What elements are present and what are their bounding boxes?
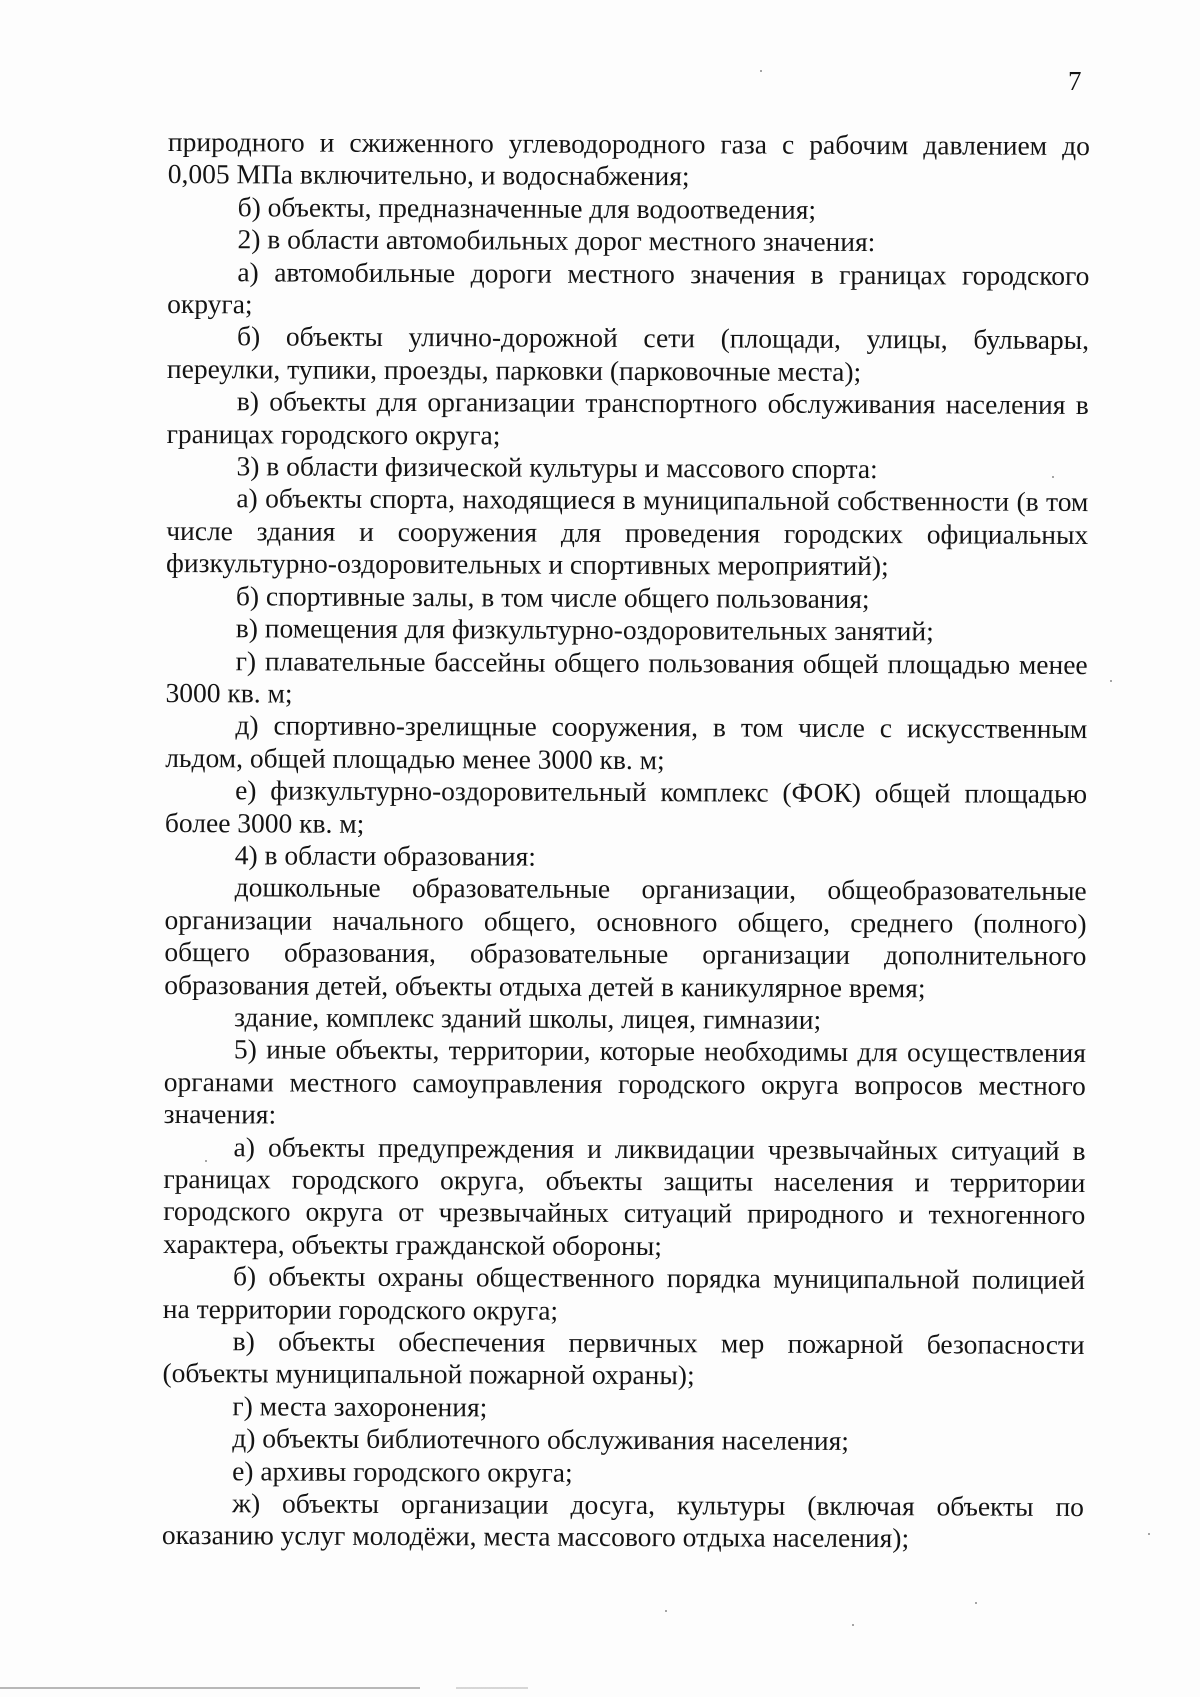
paragraph: б) объекты, предназначенные для водоотведения;	[237, 191, 817, 225]
paragraph: в) объекты для организации транспортного обслуживания населения в границах городского округа;	[166, 385, 1089, 451]
paragraph: г) места захоронения;	[232, 1390, 488, 1423]
paragraph: ж) объекты организации досуга, культуры (включая объекты по оказанию услуг молодёжи, места массового отдыха населения);	[161, 1487, 1085, 1554]
scan-speck	[975, 1602, 977, 1604]
scan-border-line	[0, 1687, 1200, 1689]
paragraph: природного и сжиженного углеводородного газа с рабочим давлением до 0,005 МПа включительно, и водоснабжения;	[167, 126, 1090, 192]
paragraph: в) помещения для физкультурно-оздоровительных занятий;	[235, 612, 934, 647]
scan-speck	[852, 1624, 854, 1626]
paragraph: б) спортивные залы, в том числе общего пользования;	[235, 579, 870, 614]
paragraph: д) объекты библиотечного обслуживания населения;	[232, 1422, 849, 1457]
paragraph: а) автомобильные дороги местного значения в границах городского округа;	[167, 255, 1090, 320]
paragraph: д) спортивно-зрелищные сооружения, в том числе с искусственным льдом, общей площадью менее 3000 кв. м;	[165, 709, 1088, 775]
scan-speck	[1110, 680, 1112, 682]
paragraph: е) архивы городского округа;	[232, 1454, 573, 1488]
paragraph: б) объекты улично-дорожной сети (площади, улицы, бульвары, переулки, тупики, проезды, парковки (парковочные места);	[166, 320, 1090, 387]
paragraph: а) объекты спорта, находящиеся в муниципальной собственности (в том числе здания и сооружения для проведения городских официальных физкультурно-оздоровительных и спортивных мероприятий);	[166, 482, 1089, 582]
paragraph: 2) в области автомобильных дорог местного значения:	[237, 223, 876, 258]
paragraph: г) плавательные бассейны общего пользования общей площадью менее 3000 кв. м;	[165, 644, 1088, 709]
scan-speck	[1052, 476, 1054, 478]
scan-speck	[1148, 1533, 1150, 1535]
paragraph: дошкольные образовательные организации, общеобразовательные организации начального общего, основного общего, среднего (полного) общего образования, образовательные организации дополнительного образования детей, объекты отдыха детей в каникулярное время;	[164, 871, 1087, 1003]
paragraph: 3) в области физической культуры и массового спорта:	[236, 450, 878, 485]
document-body	[162, 126, 1090, 1556]
scan-speck	[205, 1160, 207, 1162]
scan-speck	[760, 70, 762, 72]
paragraph: е) физкультурно-оздоровительный комплекс (ФОК) общей площадью более 3000 кв. м;	[164, 774, 1088, 839]
scan-speck	[665, 1610, 667, 1612]
paragraph: здание, комплекс зданий школы, лицея, гимназии;	[234, 1001, 822, 1035]
paragraph: 5) иные объекты, территории, которые необходимы для осуществления органами местного самоуправления городского округа вопросов местного значения:	[163, 1033, 1087, 1130]
paragraph: 4) в области образования:	[234, 839, 537, 872]
page-number: 7	[1068, 66, 1082, 96]
paragraph: в) объекты обеспечения первичных мер пожарной безопасности (объекты муниципальной пожарной охраны);	[162, 1325, 1085, 1391]
paragraph: б) объекты охраны общественного порядка муниципальной полицией на территории городского округа;	[162, 1260, 1086, 1326]
paragraph: а) объекты предупреждения и ликвидации чрезвычайных ситуаций в границах городского округа, объекты защиты населения и территории городского округа от чрезвычайных ситуаций природного и техногенного характера, объекты гражданской обороны;	[163, 1130, 1086, 1261]
